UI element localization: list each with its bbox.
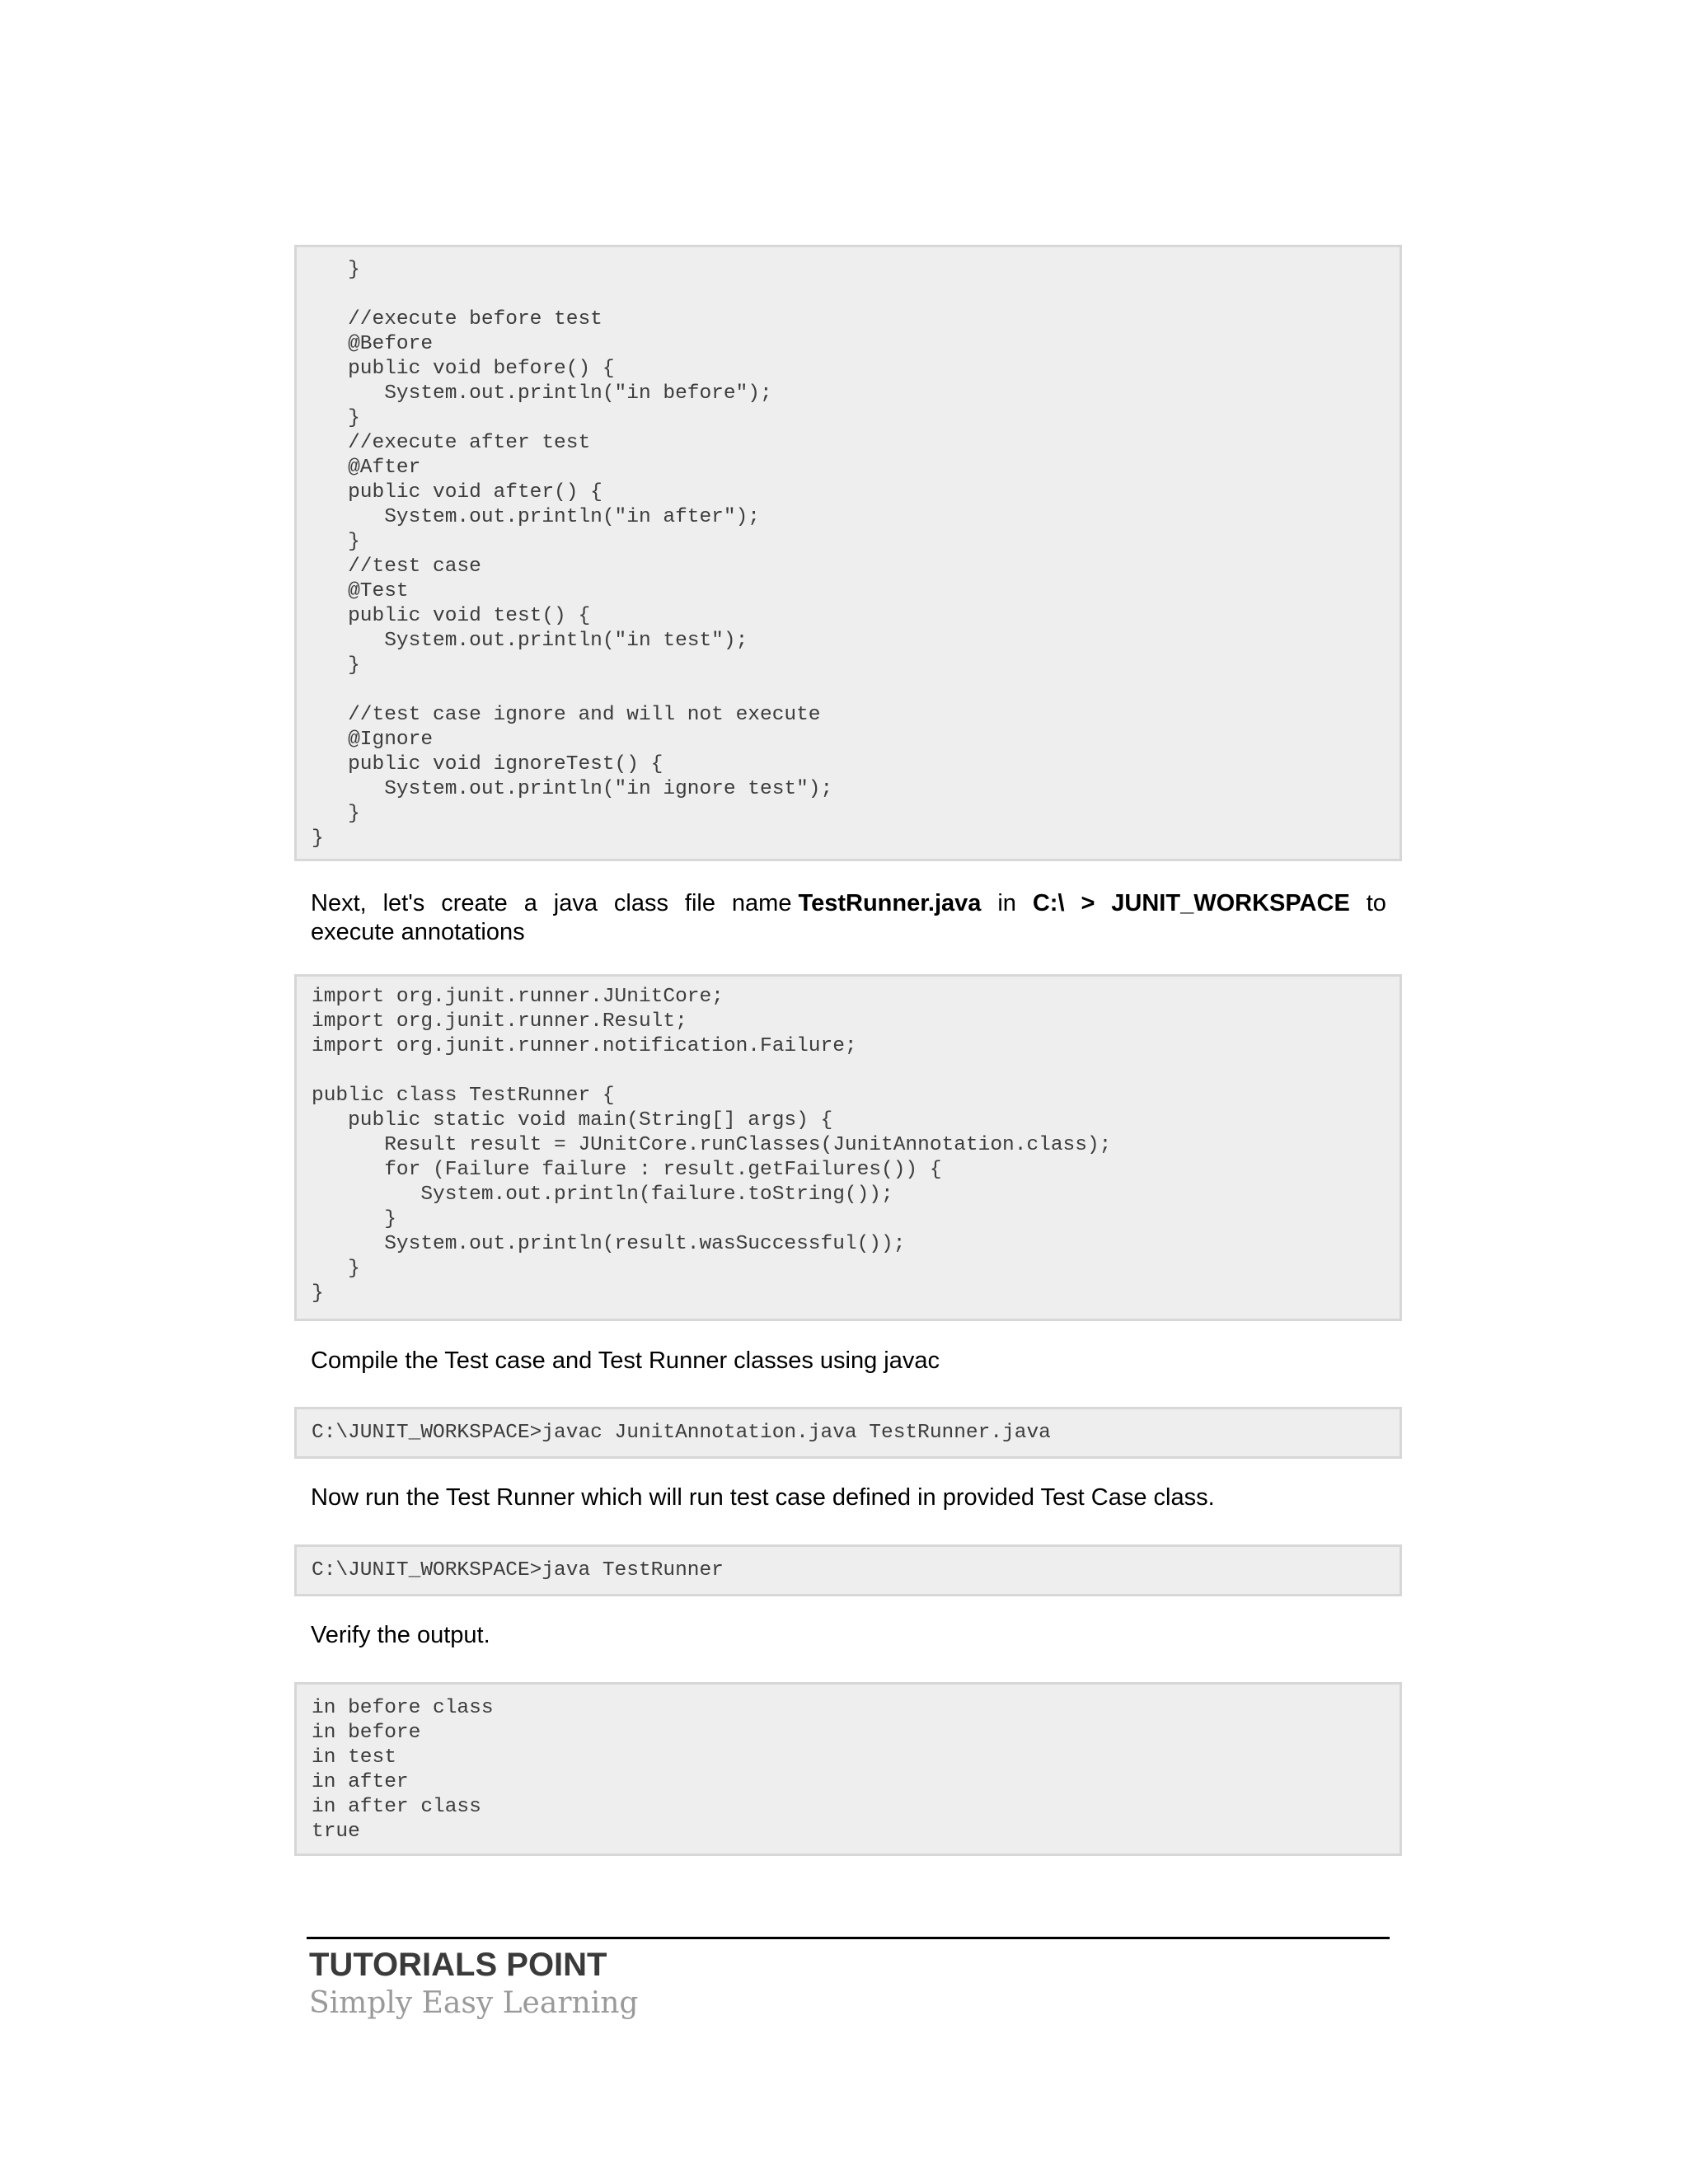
paragraph-create-runner bbox=[311, 889, 1386, 947]
code-block-test-runner bbox=[294, 974, 1402, 1321]
word-to: to bbox=[1366, 890, 1386, 916]
filename-testrunner: TestRunner.java bbox=[798, 890, 982, 916]
word: create bbox=[441, 890, 508, 916]
footer-title: TUTORIALS POINT bbox=[309, 1947, 607, 1983]
footer-tagline: Simply Easy Learning bbox=[309, 1986, 639, 2020]
footer-rule bbox=[307, 1937, 1390, 1939]
code-annotation-class-text: } //execute before test @Before public void before() { System.out.println("in before"); } //execute after test @After public void after() { System.out.println("in after"); } //test case @Test public void test() { System.out.println("in test"); } //test case ignore and will not execute @Ignore public void ignoreTest() { System.out.println("in ignore test"); } } bbox=[312, 259, 833, 850]
word bbox=[732, 889, 982, 918]
workspace-path: JUNIT_WORKSPACE bbox=[1111, 890, 1350, 916]
word: a bbox=[523, 890, 537, 916]
code-compile-command-text: C:\JUNIT_WORKSPACE>javac JunitAnnotation.java TestRunner.java bbox=[312, 1422, 1051, 1444]
code-block-annotation-class bbox=[294, 245, 1402, 861]
code-block-compile-command bbox=[294, 1407, 1402, 1459]
word-name: name bbox=[731, 890, 792, 916]
code-block-output bbox=[294, 1682, 1402, 1856]
word: java bbox=[553, 890, 598, 916]
word: Next, bbox=[311, 890, 367, 916]
paragraph-compile: Compile the Test case and Test Runner classes using javac bbox=[311, 1347, 940, 1374]
code-output-text: in before class in before in test in after in after class true bbox=[312, 1697, 494, 1843]
word: file bbox=[684, 890, 715, 916]
code-test-runner-text: import org.junit.runner.JUnitCore; import org.junit.runner.Result; import org.junit.runner.notification.Failure; public class TestRunner { public static void main(String[] args) { Result result = JUnitCore.runClasses(JunitAnnotation.class); for (Failure failure : result.getFailures()) { System.out.println(failure.toString()); } System.out.println(result.wasSuccessful()); } } bbox=[312, 986, 1112, 1305]
drive-path: C:\ bbox=[1032, 890, 1065, 916]
code-run-command-text: C:\JUNIT_WORKSPACE>java TestRunner bbox=[312, 1559, 724, 1582]
paragraph-create-runner-line1 bbox=[311, 889, 1386, 918]
word-in: in bbox=[997, 890, 1016, 916]
paragraph-run: Now run the Test Runner which will run test case defined in provided Test Case class. bbox=[311, 1484, 1215, 1511]
paragraph-verify: Verify the output. bbox=[311, 1622, 490, 1648]
paragraph-create-runner-line2: execute annotations bbox=[311, 919, 525, 945]
path-separator: > bbox=[1081, 890, 1095, 916]
word: let's bbox=[382, 890, 425, 916]
word: class bbox=[613, 890, 668, 916]
code-block-run-command bbox=[294, 1544, 1402, 1596]
